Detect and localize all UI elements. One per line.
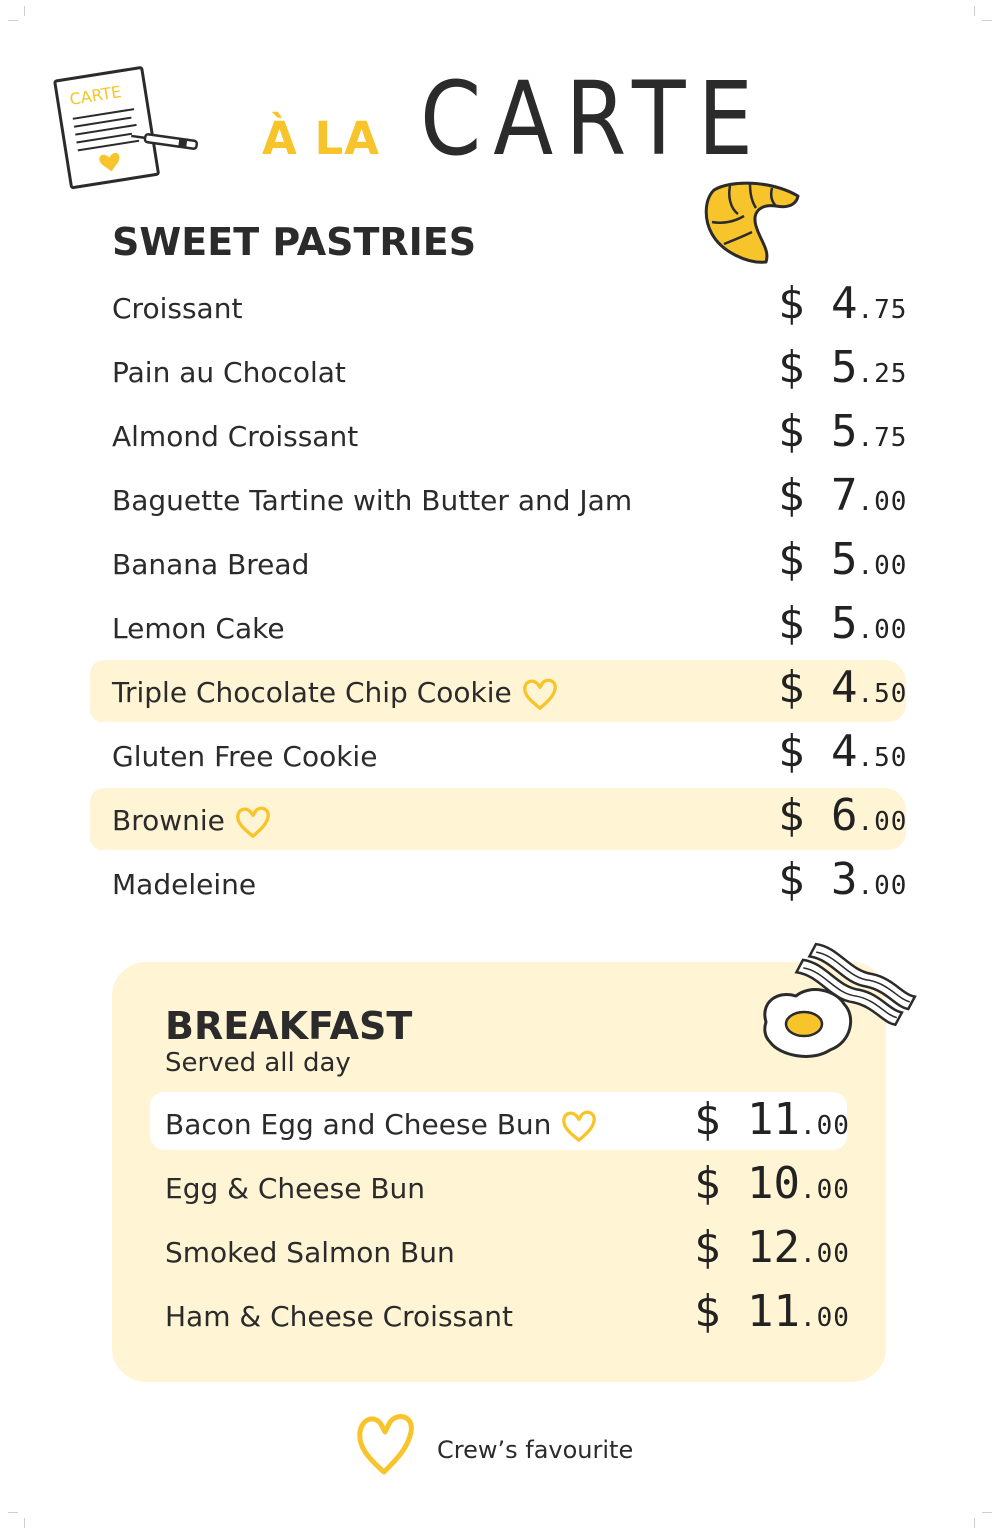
menu-item-name: Lemon Cake (112, 612, 285, 645)
menu-item-price: $ 5.25 (778, 342, 908, 393)
crop-mark (24, 1518, 25, 1528)
menu-item-name: Pain au Chocolat (112, 356, 346, 389)
menu-item-label: Brownie (112, 804, 225, 837)
breakfast-title: BREAKFAST (165, 1004, 413, 1048)
menu-item-price: $ 11.00 (694, 1286, 850, 1337)
heart-icon (521, 676, 559, 712)
crop-mark (24, 6, 25, 16)
egg-bacon-icon (756, 942, 918, 1068)
menu-item-name: Baguette Tartine with Butter and Jam (112, 484, 633, 517)
menu-item-name: Ham & Cheese Croissant (165, 1300, 514, 1333)
heart-icon (354, 1410, 416, 1478)
menu-item-price: $ 5.75 (778, 406, 908, 457)
menu-item-price: $ 12.00 (694, 1222, 850, 1273)
heart-icon (560, 1108, 598, 1144)
heart-icon (234, 804, 272, 840)
crop-mark (982, 20, 992, 21)
menu-item-price: $ 3.00 (778, 854, 908, 905)
menu-item-name: Madeleine (112, 868, 257, 901)
legend-label: Crew’s favourite (437, 1436, 634, 1464)
menu-item-price: $ 10.00 (694, 1158, 850, 1209)
croissant-icon (700, 178, 810, 268)
crop-mark (982, 1512, 992, 1513)
menu-item-price: $ 7.00 (778, 470, 908, 521)
menu-item-name (112, 676, 559, 712)
notebook-label: CARTE (68, 82, 123, 109)
menu-item-price: $ 6.00 (778, 790, 908, 841)
crop-mark (974, 1518, 975, 1528)
notebook-icon (44, 58, 204, 190)
menu-item-price: $ 5.00 (778, 598, 908, 649)
menu-item-price: $ 11.00 (694, 1094, 850, 1145)
menu-item-name: Egg & Cheese Bun (165, 1172, 426, 1205)
menu-item-label: Triple Chocolate Chip Cookie (112, 676, 512, 709)
crop-mark (8, 20, 18, 21)
menu-item-name: Banana Bread (112, 548, 310, 581)
breakfast-subtitle: Served all day (165, 1048, 351, 1078)
sweet-pastries-title: SWEET PASTRIES (112, 220, 477, 264)
menu-item-name: Smoked Salmon Bun (165, 1236, 455, 1269)
menu-item-name: Gluten Free Cookie (112, 740, 378, 773)
menu-item-price: $ 5.00 (778, 534, 908, 585)
menu-item-price: $ 4.50 (778, 726, 908, 777)
crop-mark (8, 1512, 18, 1513)
title-prefix: À LA (262, 112, 380, 165)
crop-mark (974, 6, 975, 16)
menu-item-name: Almond Croissant (112, 420, 359, 453)
menu-item-label: Bacon Egg and Cheese Bun (165, 1108, 552, 1141)
menu-item-price: $ 4.50 (778, 662, 908, 713)
menu-item-price: $ 4.75 (778, 278, 908, 329)
menu-item-name (165, 1108, 598, 1144)
menu-item-name (112, 804, 272, 840)
menu-item-name: Croissant (112, 292, 243, 325)
page-title: CARTE (420, 60, 766, 179)
